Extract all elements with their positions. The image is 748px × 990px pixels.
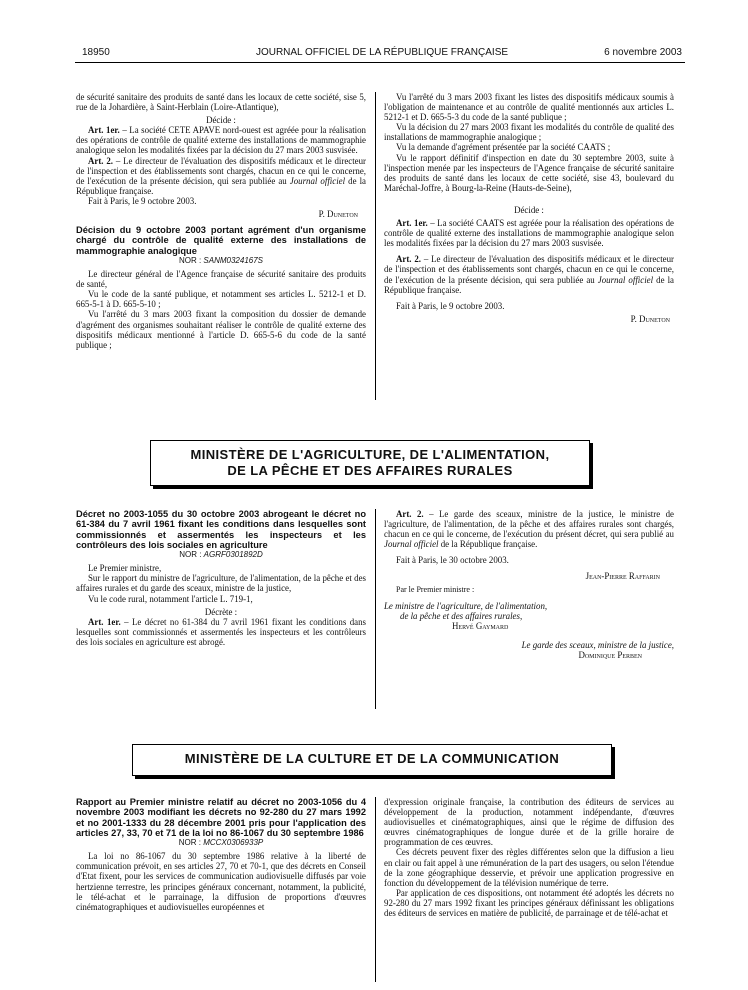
- paragraph: Vu la décision du 27 mars 2003 fixant les modalités du contrôle de qualité des installations de mammographie analogique ;: [384, 122, 674, 143]
- section2-right-column: [384, 509, 674, 660]
- article-text: de la République française.: [438, 539, 538, 550]
- paragraph: Vu l'arrêté du 3 mars 2003 fixant les listes des dispositifs médicaux soumis à l'obligation de maintenance et au contrôle de qualité mentionnés aux articles L. 5212-1 et D. 665-5-3 du code de la santé publique ;: [384, 92, 674, 123]
- ministry-banner-agriculture: [150, 440, 590, 486]
- article-text: – Le décret no 61-384 du 7 avril 1961 fixant les conditions dans lesquelles sont commissionnés et assermentés les inspecteurs et les contrôleurs des lois sociales en agriculture est abrogé.: [76, 616, 366, 647]
- column-divider: [375, 509, 376, 709]
- report-title: Rapport au Premier ministre relatif au décret no 2003-1056 du 4 novembre 2003 modifiant les décrets no 92-280 du 27 mars 1992 et no 2001-1333 du 28 décembre 2001 pris pour l'application des articles 27, 33, 70 et 71 de la loi no 86-1067 du 30 septembre 1986: [76, 797, 366, 838]
- article-text: – Le directeur de l'évaluation des dispositifs médicaux et le directeur de l'inspection et des établissements sont chargés, chacun en ce qui le concerne, de l'exécution de la présente décision, qui sera publiée au: [76, 155, 367, 186]
- article-text: de la République française.: [384, 274, 674, 295]
- paragraph: d'expression originale française, la contribution des éditeurs de services au développement de la production, notamment indépendante, d'œuvres audiovisuelles et cinématographiques, ainsi que le régime de diffusion des œuvres cinématographiques de longue durée et de la grille horaire de programmation de ces œuvres.: [384, 797, 674, 848]
- paragraph: Le directeur général de l'Agence française de sécurité sanitaire des produits de santé,: [76, 269, 366, 290]
- header-rule: [75, 62, 685, 63]
- column-divider: [375, 797, 376, 982]
- ministry-title-line2: DE LA PÊCHE ET DES AFFAIRES RURALES: [227, 463, 513, 478]
- decree-title: Décret no 2003-1055 du 30 octobre 2003 abrogeant le décret no 61-384 du 7 avril 1961 fixant les conditions dans lesquelles sont commissionnés et assermentés les inspecteurs et les contrôleurs des lois sociales en agriculture: [76, 509, 366, 550]
- nor-code: AGRF0301892D: [203, 550, 263, 560]
- fait-a-paris: Fait à Paris, le 9 octobre 2003.: [396, 300, 505, 311]
- signature: P. Duneton: [318, 209, 358, 220]
- minister-name: Hervé Gaymard: [452, 620, 509, 631]
- nor-reference: [76, 550, 366, 560]
- signature-prime-minister: Jean-Pierre Raffarin: [585, 571, 660, 582]
- garde-des-sceaux-name: Dominique Perben: [578, 650, 642, 661]
- paragraph: Vu l'arrêté du 3 mars 2003 fixant la composition du dossier de demande d'agrément des organismes souhaitant réaliser le contrôle de qualité externe des dispositifs médicaux mentionné à l'article D. 665-5-6 du code de la santé publique ;: [76, 309, 366, 350]
- signature: P. Duneton: [630, 313, 670, 324]
- ministry-title-line1: MINISTÈRE DE L'AGRICULTURE, DE L'ALIMENTATION,: [190, 447, 550, 462]
- decide-heading: Décide :: [206, 115, 236, 126]
- paragraph: La loi no 86-1067 du 30 septembre 1986 relative à la liberté de communication prévoit, en ses articles 27, 70 et 70-1, que des décrets en Conseil d'Etat fixent, pour les services de communication audiovisuelle diffusés par voie hertzienne terrestre, les principes généraux concernant, notamment, la publicité, le télé-achat et le parrainage, la diffusion de proportions d'œuvres cinématographiques et audiovisuelles européennes et: [76, 851, 366, 912]
- section2-left-column: [76, 509, 366, 647]
- column-divider: [375, 92, 376, 400]
- article-text: de la République française.: [76, 175, 366, 196]
- article-2: [384, 509, 674, 549]
- paragraph: de sécurité sanitaire des produits de santé dans les locaux de cette société, sise 5, rue de la Johardière, à Saint-Herblain (Loire-Atlantique),: [76, 92, 366, 113]
- paragraph: Vu la demande d'agrément présentée par la société CAATS ;: [396, 142, 611, 153]
- article-label: Art. 2.: [396, 509, 424, 519]
- article-label: Art. 2.: [396, 254, 422, 265]
- article-1: [384, 218, 674, 248]
- nor-label: NOR :: [178, 838, 204, 848]
- article-label: Art. 1er.: [88, 125, 120, 136]
- paragraph: Ces décrets peuvent fixer des règles différentes selon que la diffusion a lieu en clair ou fait appel à une rémunération de la part des usagers, ou selon l'étendue de la zone géographique desservie, et prévoir une application progressive en fonction du développement de la télévision numérique de terre.: [384, 847, 674, 888]
- minister-title-line2: de la pêche et des affaires rurales,: [400, 610, 523, 621]
- article-text: – Le directeur de l'évaluation des dispositifs médicaux et le directeur de l'inspection et des établissements sont chargés, chacun en ce qui le concerne, de l'exécution de la présente décision, qui sera publiée au: [384, 254, 675, 285]
- nor-code: SANM0324167S: [203, 256, 264, 266]
- article-1: [76, 617, 366, 647]
- article-1: [76, 125, 366, 155]
- nor-code: MCCX0306933P: [203, 838, 264, 848]
- article-label: Art. 2.: [88, 155, 114, 166]
- article-text: – La société CAATS est agréée pour la réalisation des opérations de contrôle de qualité externe des installations de mammographie analogique selon les modalités fixées par la décision du 27 mars 2003 susvisée.: [384, 218, 674, 249]
- nor-label: NOR :: [178, 256, 204, 266]
- nor-label: NOR :: [179, 550, 204, 560]
- minister-title-line1: Le ministre de l'agriculture, de l'alimentation,: [384, 600, 548, 611]
- section1-left-column: [76, 92, 366, 350]
- decide-heading: Décide :: [514, 204, 544, 215]
- garde-des-sceaux-title: Le garde des sceaux, ministre de la justice,: [521, 639, 674, 650]
- page-number: 18950: [82, 47, 110, 58]
- section3-right-column: [384, 797, 674, 918]
- article-label: Art. 1er.: [88, 616, 121, 627]
- ministry-title-line1: MINISTÈRE DE LA CULTURE ET DE LA COMMUNICATION: [184, 751, 560, 766]
- paragraph: Le Premier ministre,: [88, 563, 162, 574]
- par-le-premier-ministre: Par le Premier ministre :: [396, 584, 475, 594]
- article-text: – Le garde des sceaux, ministre de la justice, le ministre de l'agriculture, de l'alimentation, de la pêche et des affaires rurales sont chargés, chacun en ce qui le concerne, de l'exécution du présent décret, qui sera publié au: [384, 509, 674, 540]
- fait-a-paris: Fait à Paris, le 9 octobre 2003.: [88, 195, 197, 206]
- paragraph: Par application de ces dispositions, ont notamment été adoptés les décrets no 92-280 du 27 mars 1992 fixant les principes généraux définissant les obligations des éditeurs de services en matière de publicité, de parrainage et de télé-achat et: [384, 887, 674, 919]
- nor-reference: [76, 838, 366, 848]
- section3-left-column: [76, 797, 366, 912]
- article-2: [384, 254, 674, 294]
- journal-name: Journal officiel: [597, 274, 654, 285]
- journal-name: Journal officiel: [289, 175, 346, 186]
- issue-date: 6 novembre 2003: [604, 47, 682, 58]
- ministry-banner-culture: [132, 744, 612, 776]
- article-label: Art. 1er.: [396, 218, 428, 229]
- paragraph: Sur le rapport du ministre de l'agriculture, de l'alimentation, de la pêche et des affaires rurales et du garde des sceaux, ministre de la justice,: [76, 573, 366, 594]
- article-text: – La société CETE APAVE nord-ouest est agréée pour la réalisation des opérations de contrôle de qualité externe des installations de mammographie analogique selon les modalités fixées par la décision du 27 mars 2003 susvisée.: [76, 125, 366, 156]
- page-header: [82, 47, 682, 61]
- journal-name: Journal officiel: [384, 539, 439, 550]
- nor-reference: [76, 256, 366, 266]
- paragraph: Vu le code rural, notamment l'article L. 719-1,: [88, 593, 253, 604]
- paragraph: Vu le code de la santé publique, et notamment ses articles L. 5212-1 et D. 665-5-1 à D. 665-5-10 ;: [76, 289, 366, 310]
- journal-title: JOURNAL OFFICIEL DE LA RÉPUBLIQUE FRANÇAISE: [255, 47, 509, 58]
- fait-a-paris: Fait à Paris, le 30 octobre 2003.: [396, 555, 509, 566]
- section1-right-column: [384, 92, 674, 324]
- article-2: [76, 156, 366, 196]
- paragraph: Vu le rapport définitif d'inspection en date du 30 septembre 2003, suite à l'inspection menée par les inspecteurs de l'Agence française de sécurité sanitaire des produits de santé dans les locaux de cette société, sise 43, boulevard du Maréchal-Joffre, à Bourg-la-Reine (Hauts-de-Seine),: [384, 152, 674, 193]
- decision-title: Décision du 9 octobre 2003 portant agrément d'un organisme chargé du contrôle de qualité externe des installations de mammographie analogique: [76, 225, 366, 256]
- decrete-heading: Décrète :: [204, 606, 238, 617]
